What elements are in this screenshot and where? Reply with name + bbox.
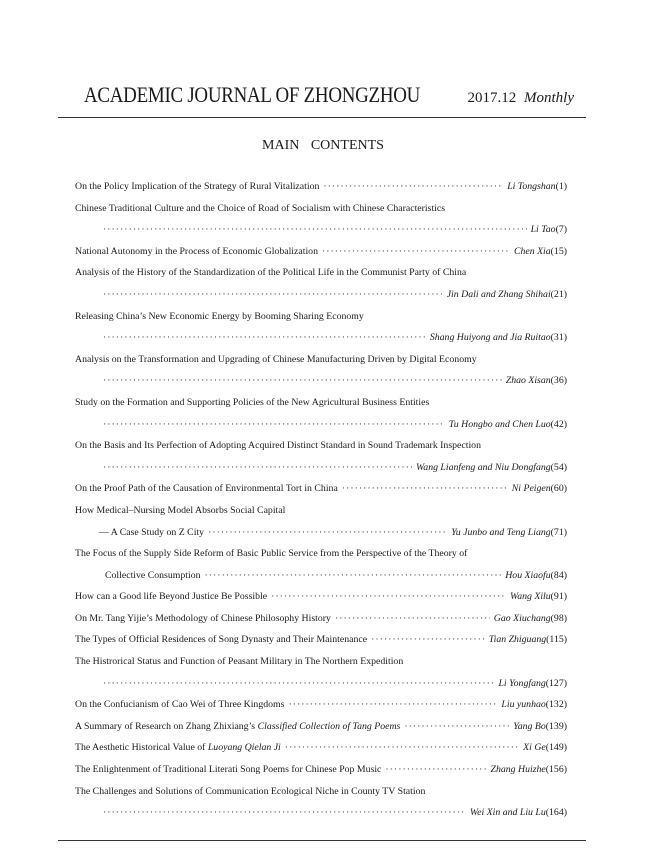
entry-author: Chen Xia (513, 245, 551, 257)
toc-entry-continuation[interactable] (75, 802, 567, 824)
entry-author: Xi Ge (523, 742, 546, 754)
entry-author: Shang Huiyong and Jia Ruitao (429, 332, 551, 344)
entry-page: (127) (545, 677, 567, 689)
entry-title-prefix: A Summary of Research on Zhang Zhixiang’s (75, 720, 256, 732)
toc-entry[interactable] (75, 241, 567, 263)
entry-author: Tian Zhiguang (488, 634, 547, 646)
entry-page: (60) (550, 483, 567, 495)
toc-entry-continuation[interactable] (75, 370, 567, 392)
leader-dots (103, 802, 466, 824)
entry-title: On the Proof Path of the Causation of Environmental Tort in China (75, 483, 338, 495)
entry-author: Wei Xin and Liu Lu (469, 807, 546, 819)
entry-page: (7) (555, 224, 567, 236)
entry-title-italic: Classified Collection of Tang Poems (257, 720, 401, 732)
entry-author: Ni Peigen (511, 483, 551, 495)
journal-title: ACADEMIC JOURNAL OF ZHONGZHOU (84, 82, 421, 107)
footer-rule (58, 840, 586, 841)
entry-title-continued: Collective Consumption (105, 569, 201, 581)
entry-title: Analysis on the Transformation and Upgrading of Chinese Manufacturing Driven by Digital Economy (75, 353, 477, 365)
entry-author: Zhao Xisan (505, 375, 551, 387)
entry-title-italic: Luoyang Qielan Ji (207, 742, 281, 754)
entry-page: (156) (545, 764, 567, 776)
entry-page: (164) (545, 807, 567, 819)
toc-entry[interactable] (75, 781, 567, 803)
entry-title: On the Policy Implication of the Strategy of Rural Vitalization (75, 181, 320, 192)
entry-title: National Autonomy in the Process of Economic Globalization (75, 245, 318, 257)
entry-title: Chinese Traditional Culture and the Choice of Road of Socialism with Chinese Characteristics (75, 202, 446, 214)
toc-entry-continuation[interactable] (75, 457, 567, 479)
entry-page: (98) (550, 612, 567, 624)
entry-page: (149) (545, 742, 567, 754)
leader-dots (103, 284, 443, 306)
toc-entry[interactable] (75, 306, 567, 328)
entry-title: How Medical–Nursing Model Absorbs Social Capital (75, 504, 286, 516)
leader-dots (103, 370, 502, 392)
toc-entry-continuation[interactable] (75, 522, 567, 544)
leader-dots (371, 629, 485, 651)
entry-title: The Focus of the Supply Side Reform of Basic Public Service from the Perspective of the Theory of (75, 548, 468, 560)
entry-title: Analysis of the History of the Standardization of the Political Life in the Communist Party of China (75, 267, 467, 279)
issue-info (468, 90, 575, 107)
entry-author: Tu Hongbo and Chen Luo (448, 418, 551, 430)
leader-dots (285, 737, 519, 759)
toc-entry[interactable] (75, 716, 567, 738)
toc-entry[interactable] (75, 176, 567, 198)
entry-title: How can a Good life Beyond Justice Be Possible (75, 591, 268, 603)
leader-dots (103, 219, 527, 241)
entry-author: Wang Xilu (509, 591, 551, 603)
entry-title (75, 737, 281, 759)
toc-entry[interactable] (75, 608, 567, 630)
toc-entry[interactable] (75, 435, 567, 457)
entry-page: (91) (550, 591, 567, 603)
entry-page: (21) (550, 288, 567, 300)
entry-author: Wang Lianfeng and Niu Dongfang (416, 461, 551, 473)
leader-dots (103, 673, 494, 695)
table-of-contents (75, 176, 567, 824)
toc-entry[interactable] (75, 586, 567, 608)
leader-dots (342, 478, 508, 500)
entry-title-prefix: The Aesthetic Historical Value of (75, 742, 206, 754)
leader-dots (205, 565, 502, 587)
toc-entry-continuation[interactable] (75, 327, 567, 349)
leader-dots (404, 716, 509, 738)
leader-dots (385, 759, 486, 781)
entry-page: (132) (545, 699, 567, 711)
entry-page: (54) (550, 461, 567, 473)
toc-entry[interactable] (75, 759, 567, 781)
entry-author: Li Tongshan (507, 181, 556, 192)
toc-entry-continuation[interactable] (75, 414, 567, 436)
entry-title: Study on the Formation and Supporting Policies of the New Agricultural Business Entities (75, 396, 430, 408)
header-rule (58, 117, 586, 118)
issue-frequency: Monthly (524, 90, 574, 106)
entry-subtitle: — A Case Study on Z City (99, 526, 205, 538)
leader-dots (288, 694, 497, 716)
toc-entry[interactable] (75, 737, 567, 759)
leader-dots (335, 608, 490, 630)
entry-page: (84) (550, 569, 567, 581)
toc-entry-continuation[interactable] (75, 284, 567, 306)
toc-entry[interactable] (75, 543, 567, 565)
entry-page: (139) (545, 720, 567, 732)
entry-title: The Challenges and Solutions of Communication Ecological Niche in County TV Station (75, 785, 426, 797)
entry-page: (1) (555, 181, 567, 192)
entry-title: The Types of Official Residences of Song Dynasty and Their Maintenance (75, 634, 368, 646)
entry-title: On the Confucianism of Cao Wei of Three Kingdoms (75, 699, 285, 711)
issue-number: 2017.12 (467, 90, 517, 106)
entry-title (75, 716, 400, 738)
entry-title: The Histrorical Status and Function of Peasant Military in The Northern Expedition (75, 656, 404, 668)
toc-entry[interactable] (75, 198, 567, 220)
entry-page: (42) (550, 418, 567, 430)
entry-title: On Mr. Tang Yijie’s Methodology of Chinese Philosophy History (75, 612, 331, 624)
leader-dots (208, 522, 447, 544)
entry-author: Yu Junbo and Teng Liang (451, 526, 551, 538)
toc-entry[interactable] (75, 392, 567, 414)
entry-page: (36) (550, 375, 567, 387)
toc-entry[interactable] (75, 500, 567, 522)
leader-dots (322, 241, 510, 263)
toc-entry-continuation[interactable] (75, 565, 567, 587)
leader-dots (103, 457, 412, 479)
entry-title: Releasing China’s New Economic Energy by Booming Sharing Economy (75, 310, 364, 322)
entry-author: Li Tao (530, 224, 556, 236)
entry-author: Yang Bo (513, 720, 546, 732)
toc-entry[interactable] (75, 478, 567, 500)
leader-dots (103, 414, 445, 436)
entry-page: (31) (550, 332, 567, 344)
entry-author: Zhang Huizhe (490, 764, 546, 776)
entry-page: (71) (550, 526, 567, 538)
toc-entry[interactable] (75, 651, 567, 673)
section-title: MAIN CONTENTS (262, 138, 384, 153)
toc-entry-continuation[interactable] (75, 673, 567, 695)
toc-entry[interactable] (75, 694, 567, 716)
toc-entry-continuation[interactable] (75, 219, 567, 241)
leader-dots (271, 586, 506, 608)
entry-author: Liu yunhao (501, 699, 546, 711)
entry-page: (15) (550, 245, 567, 257)
entry-author: Jin Dali and Zhang Shihai (446, 288, 551, 300)
entry-author: Li Yongfang (498, 677, 546, 689)
entry-title: On the Basis and Its Perfection of Adopting Acquired Distinct Standard in Sound Trademark Inspection (75, 440, 481, 452)
entry-author: Hou Xiaofu (505, 569, 551, 581)
leader-dots (323, 176, 503, 198)
toc-entry[interactable] (75, 349, 567, 371)
entry-title: The Enlightenment of Traditional Literati Song Poems for Chinese Pop Music (75, 764, 382, 776)
entry-page: (115) (546, 634, 567, 646)
entry-author: Gao Xiuchang (493, 612, 551, 624)
toc-entry[interactable] (75, 262, 567, 284)
toc-entry[interactable] (75, 629, 567, 651)
leader-dots (103, 327, 426, 349)
